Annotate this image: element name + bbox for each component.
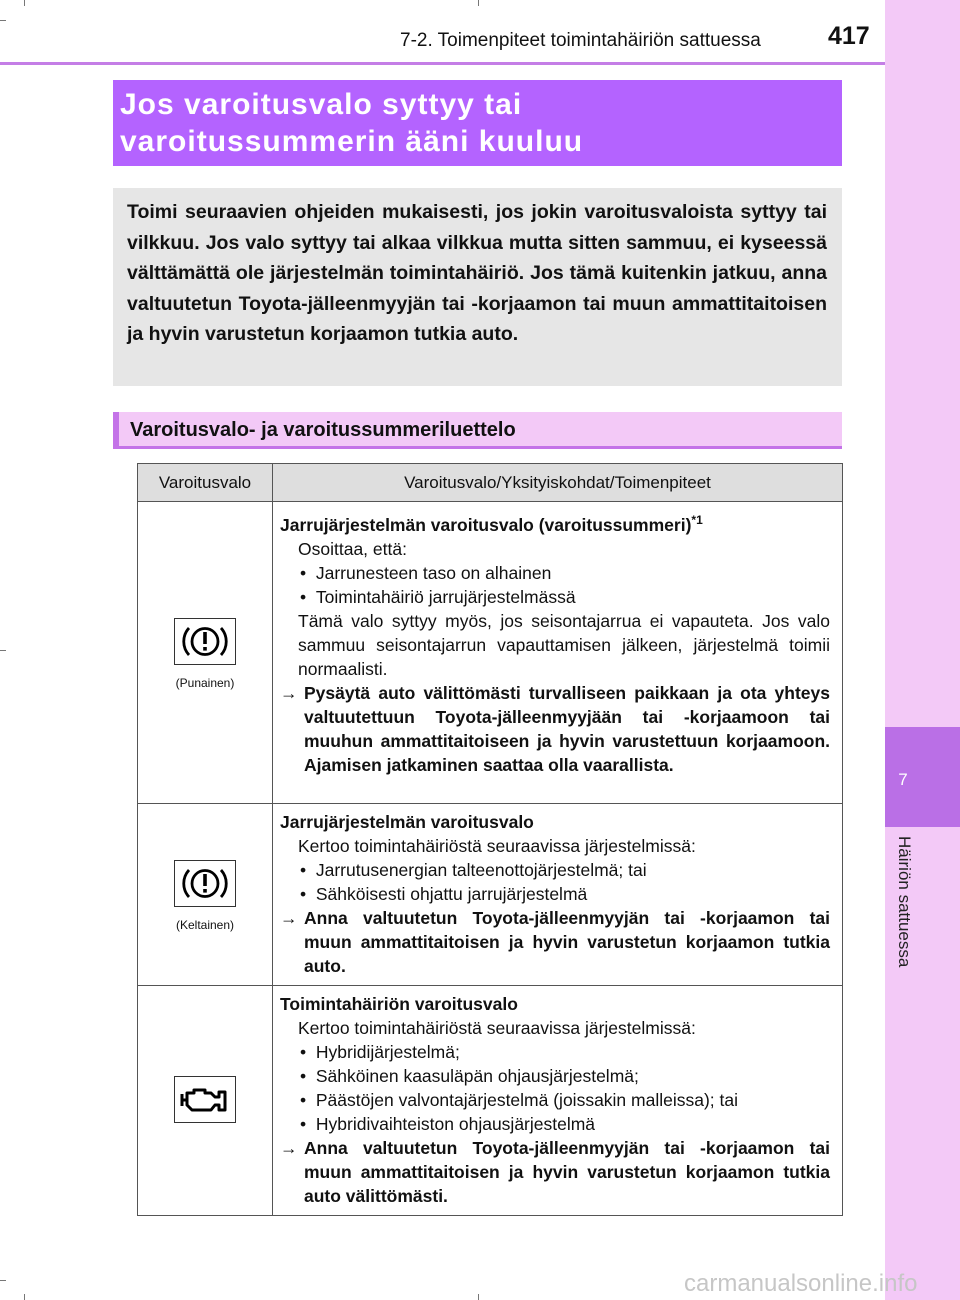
- watermark: carmanualsonline.info: [684, 1270, 918, 1297]
- list-item-text: Hybridijärjestelmä;: [315, 1042, 460, 1062]
- warning-light-cell: [138, 986, 273, 1216]
- bullet-symbol: •: [300, 587, 307, 607]
- warning-light-table: [137, 463, 843, 1216]
- chapter-label: Häiriön sattuessa: [895, 836, 914, 968]
- page-title: [120, 86, 583, 160]
- list-item: [280, 882, 830, 906]
- item-title: Jarrujärjestelmän varoitusvalo: [280, 812, 534, 832]
- list-item: [280, 1064, 830, 1088]
- list-item-text: Jarrunesteen taso on alhainen: [315, 563, 552, 583]
- details-cell: [273, 502, 843, 804]
- details-cell: [273, 804, 843, 986]
- icon-color-caption: (Keltainen): [175, 917, 235, 932]
- list-item-text: Hybridivaihteiston ohjausjärjestelmä: [315, 1114, 596, 1134]
- list-item-text: Sähköinen kaasuläpän ohjausjärjestelmä;: [315, 1066, 639, 1086]
- details-cell: [273, 986, 843, 1216]
- subheading-accent: [113, 412, 119, 446]
- bullet-symbol: •: [300, 1066, 307, 1086]
- item-title: [280, 508, 830, 537]
- bullet-symbol: •: [300, 884, 307, 904]
- table-row: [138, 804, 843, 986]
- warning-light-cell: [138, 502, 273, 804]
- list-item: [280, 858, 830, 882]
- crop-mark: [24, 0, 25, 6]
- list-item-text: Toimintahäiriö jarrujärjestelmässä: [315, 587, 576, 607]
- footnote-marker: *1: [691, 513, 703, 527]
- intro-paragraph: Toimi seuraavien ohjeiden mukaisesti, jos jokin varoitusvaloista syttyy tai vilkkuu. Jos valo syttyy tai alkaa vilkkua mutta sitten sammuu, ei kyseessä välttämättä ole järjestelmän toimintahäiriö. Jos tämä kuitenkin jatkuu, anna valtuutetun Toyota-jälleenmyyjän tai -korjaamon tai muun ammattitaitoisen ja hyvin varustetun korjaamon tutkia auto.: [127, 201, 827, 345]
- arrow-icon: →: [280, 908, 298, 928]
- item-title-text: Jarrujärjestelmän varoitusvalo (varoitussummeri): [280, 515, 692, 535]
- arrow-icon: →: [280, 1138, 298, 1158]
- item-note: Tämä valo syttyy myös, jos seisontajarrua ei vapauteta. Jos valo sammuu seisontajarrun vapauttamisen jälkeen, järjestelmä toimii normaalisti.: [298, 611, 830, 679]
- list-item: [280, 1088, 830, 1112]
- action-instruction: [280, 1136, 830, 1208]
- crop-mark: [478, 1294, 479, 1300]
- list-item: [280, 1040, 830, 1064]
- warning-light-cell: [138, 804, 273, 986]
- engine-check-icon: [174, 1076, 236, 1123]
- crop-mark: [478, 0, 479, 6]
- bullet-symbol: •: [300, 1114, 307, 1134]
- item-intro: Kertoo toimintahäiriöstä seuraavissa järjestelmissä:: [298, 1018, 696, 1038]
- subheading-underline: [113, 446, 842, 449]
- title-line-2: varoitussummerin ääni kuuluu: [120, 125, 584, 158]
- crop-mark: [0, 650, 6, 651]
- list-item: [280, 1112, 830, 1136]
- action-instruction: [280, 906, 830, 978]
- action-text: Anna valtuutetun Toyota-jälleenmyyjän tai -korjaamon tai muun ammattitaitoisen ja hyvin varustetun korjaamon tutkia auto välittömästi.: [304, 1138, 830, 1206]
- section-title: 7-2. Toimenpiteet toimintahäiriön sattuessa: [400, 30, 761, 51]
- table-row: [138, 986, 843, 1216]
- brake-warning-icon: [174, 618, 236, 665]
- bullet-symbol: •: [300, 860, 307, 880]
- column-header-details: Varoitusvalo/Yksityiskohdat/Toimenpiteet: [273, 464, 843, 502]
- list-item-text: Sähköisesti ohjattu jarrujärjestelmä: [315, 884, 588, 904]
- column-header-light: Varoitusvalo: [138, 464, 273, 502]
- title-line-1: Jos varoitusvalo syttyy tai: [120, 88, 523, 121]
- arrow-icon: →: [280, 683, 298, 703]
- bullet-symbol: •: [300, 1042, 307, 1062]
- list-item: [280, 585, 830, 609]
- crop-mark: [24, 1294, 25, 1300]
- bullet-symbol: •: [300, 1090, 307, 1110]
- page-number: 417: [828, 22, 870, 50]
- crop-mark: [0, 1280, 6, 1281]
- chapter-side-tab: [885, 0, 960, 1300]
- action-text: Anna valtuutetun Toyota-jälleenmyyjän tai -korjaamon tai muun ammattitaitoisen ja hyvin varustetun korjaamon tutkia auto.: [304, 908, 830, 976]
- list-item: [280, 561, 830, 585]
- action-text: Pysäytä auto välittömästi turvalliseen paikkaan ja ota yhteys valtuutettuun Toyota-jälleenmyyjään tai -korjaamoon tai muuhun ammattitaitoiseen ja hyvin varustettuun korjaamoon. Ajamisen jatkaminen saattaa olla vaarallista.: [304, 683, 830, 775]
- list-item-text: Päästöjen valvontajärjestelmä (joissakin malleissa); tai: [315, 1090, 739, 1110]
- subheading: Varoitusvalo- ja varoitussummeriluettelo: [130, 419, 516, 441]
- action-instruction: [280, 681, 830, 777]
- brake-warning-icon: [174, 860, 236, 907]
- item-intro: Osoittaa, että:: [298, 539, 407, 559]
- crop-mark: [0, 20, 6, 21]
- item-intro: Kertoo toimintahäiriöstä seuraavissa järjestelmissä:: [298, 836, 696, 856]
- table-row: [138, 502, 843, 804]
- header-divider: [0, 62, 885, 65]
- table-header-row: [138, 464, 843, 502]
- icon-color-caption: (Punainen): [175, 675, 235, 690]
- chapter-number: 7: [898, 770, 908, 789]
- bullet-symbol: •: [300, 563, 307, 583]
- item-title: Toimintahäiriön varoitusvalo: [280, 994, 518, 1014]
- list-item-text: Jarrutusenergian talteenottojärjestelmä; tai: [315, 860, 647, 880]
